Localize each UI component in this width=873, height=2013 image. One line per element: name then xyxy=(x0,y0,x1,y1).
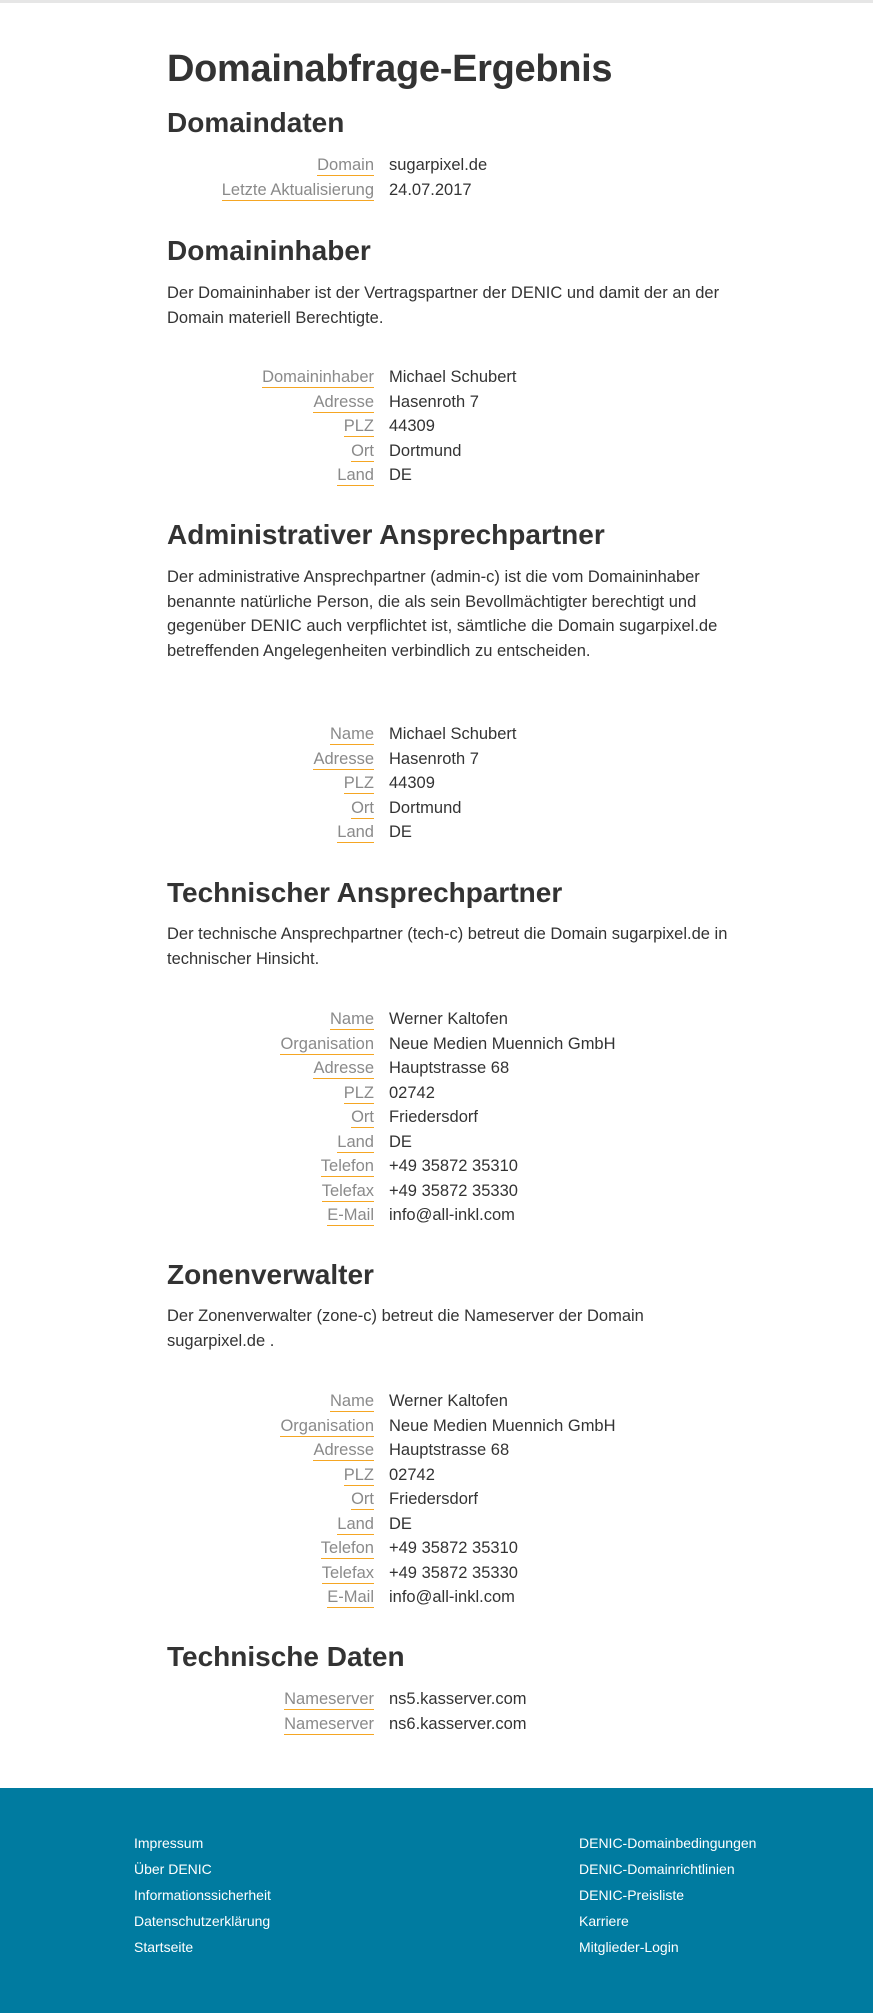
heading-tech-c: Technischer Ansprechpartner xyxy=(167,877,563,908)
footer-link-karriere[interactable]: Karriere xyxy=(579,1913,629,1929)
kv-row xyxy=(167,796,727,821)
footer-link-domainrichtlinien[interactable]: DENIC-Domainrichtlinien xyxy=(579,1861,735,1877)
field-label: Ort xyxy=(351,796,374,819)
kv-row xyxy=(167,1389,727,1414)
kv-row xyxy=(167,1179,727,1204)
field-label: Ort xyxy=(351,439,374,462)
field-value: Dortmund xyxy=(389,798,462,817)
field-value: 24.07.2017 xyxy=(389,180,472,199)
field-value: 02742 xyxy=(389,1465,435,1484)
footer-link-domainbedingungen[interactable]: DENIC-Domainbedingungen xyxy=(579,1835,757,1851)
heading-technische-daten: Technische Daten xyxy=(167,1641,405,1672)
field-label: Telefon xyxy=(321,1154,374,1177)
field-value: +49 35872 35330 xyxy=(389,1563,518,1582)
field-value: DE xyxy=(389,1132,412,1151)
intro-admin-c: Der administrative Ansprechpartner (admin-c) ist die vom Domaininhaber benannte natürliche Person, die als sein Bevollmächtigter berechtigt und gegenüber DENIC auch verpflichtet ist, sämtliche die Domain sugarpixel.de betreffenden Angelegenheiten verbindlich zu entscheiden. xyxy=(167,568,718,660)
kv-row xyxy=(167,1414,727,1439)
heading-zone-c: Zonenverwalter xyxy=(167,1259,374,1290)
footer-link-impressum[interactable]: Impressum xyxy=(134,1835,204,1851)
kv-row xyxy=(167,1007,727,1032)
kv-row xyxy=(167,1712,727,1737)
field-label: Adresse xyxy=(313,747,374,770)
kv-row xyxy=(167,1536,727,1561)
field-label: Land xyxy=(337,1130,374,1153)
footer xyxy=(0,1788,873,2013)
field-label: PLZ xyxy=(344,1081,374,1104)
kv-row xyxy=(167,1056,727,1081)
field-value: +49 35872 35310 xyxy=(389,1157,518,1175)
top-divider xyxy=(0,0,873,3)
field-value: Friedersdorf xyxy=(389,1490,478,1508)
field-value: Michael Schubert xyxy=(389,725,517,743)
kv-row xyxy=(167,1154,727,1179)
field-label: Letzte Aktualisierung xyxy=(222,178,374,201)
kv-row xyxy=(167,1203,727,1228)
field-label: Domain xyxy=(317,153,374,176)
footer-right-links xyxy=(579,1830,756,1960)
kv-row xyxy=(167,1585,727,1610)
field-value: DE xyxy=(389,823,412,841)
kv-row xyxy=(167,820,727,845)
field-value: Michael Schubert xyxy=(389,368,517,386)
kv-row xyxy=(167,390,727,415)
page-title: Domainabfrage-Ergebnis xyxy=(167,48,613,90)
kv-row xyxy=(167,1105,727,1130)
heading-admin-c: Administrativer Ansprechpartner xyxy=(167,519,605,550)
field-label: E-Mail xyxy=(327,1585,374,1608)
field-value: 44309 xyxy=(389,417,435,435)
intro-domaininhaber: Der Domaininhaber ist der Vertragspartner der DENIC und damit der an der Domain materiell Berechtigte. xyxy=(167,284,720,327)
field-label: Nameserver xyxy=(284,1712,374,1735)
footer-link-ueber-denic[interactable]: Über DENIC xyxy=(134,1861,212,1877)
field-value: Werner Kaltofen xyxy=(389,1010,508,1028)
field-label: Organisation xyxy=(280,1032,374,1055)
kv-zone-c xyxy=(167,1389,727,1610)
kv-row xyxy=(167,1512,727,1537)
footer-link-preisliste[interactable]: DENIC-Preisliste xyxy=(579,1887,685,1903)
field-value: 44309 xyxy=(389,774,435,792)
footer-link-informationssicherheit[interactable]: Informationssicherheit xyxy=(134,1887,271,1903)
field-value: Friedersdorf xyxy=(389,1108,478,1126)
kv-admin-c xyxy=(167,722,727,845)
field-label: Name xyxy=(330,1389,374,1412)
field-value: DE xyxy=(389,466,412,484)
field-value: Neue Medien Muennich GmbH xyxy=(389,1416,616,1435)
field-label: Telefax xyxy=(322,1561,374,1584)
kv-row xyxy=(167,1487,727,1512)
kv-row xyxy=(167,414,727,439)
kv-row xyxy=(167,1561,727,1586)
kv-domaininhaber xyxy=(167,365,727,488)
kv-row xyxy=(167,1687,727,1712)
footer-link-datenschutzerklaerung[interactable]: Datenschutzerklärung xyxy=(134,1913,271,1929)
field-label: Adresse xyxy=(313,390,374,413)
kv-row xyxy=(167,1032,727,1057)
kv-row xyxy=(167,463,727,488)
kv-row xyxy=(167,1130,727,1155)
field-value: +49 35872 35330 xyxy=(389,1181,518,1200)
field-value: Neue Medien Muennich GmbH xyxy=(389,1034,616,1053)
heading-domaininhaber: Domaininhaber xyxy=(167,235,371,266)
field-value: Hasenroth 7 xyxy=(389,749,479,768)
intro-zone-c: Der Zonenverwalter (zone-c) betreut die Nameserver der Domain sugarpixel.de . xyxy=(167,1307,644,1350)
field-label: Land xyxy=(337,820,374,843)
field-value: sugarpixel.de xyxy=(389,156,488,174)
kv-technische-daten xyxy=(167,1687,727,1736)
kv-row xyxy=(167,178,727,203)
kv-row xyxy=(167,439,727,464)
field-label: Telefon xyxy=(321,1536,374,1559)
field-label: Adresse xyxy=(313,1056,374,1079)
field-label: Adresse xyxy=(313,1438,374,1461)
kv-row xyxy=(167,1463,727,1488)
field-value: ns5.kasserver.com xyxy=(389,1690,527,1708)
field-value: DE xyxy=(389,1514,412,1533)
kv-tech-c xyxy=(167,1007,727,1228)
field-label: PLZ xyxy=(344,771,374,794)
footer-link-startseite[interactable]: Startseite xyxy=(134,1939,194,1955)
kv-row xyxy=(167,153,727,178)
field-label: Name xyxy=(330,722,374,745)
field-label: Nameserver xyxy=(284,1687,374,1710)
field-label: Land xyxy=(337,463,374,486)
field-value: Werner Kaltofen xyxy=(389,1392,508,1410)
footer-left-links xyxy=(134,1830,271,1960)
heading-domaindaten: Domaindaten xyxy=(167,107,345,138)
footer-link-mitglieder-login[interactable]: Mitglieder-Login xyxy=(579,1939,679,1955)
field-value: ns6.kasserver.com xyxy=(389,1714,527,1733)
field-value: Hauptstrasse 68 xyxy=(389,1059,510,1077)
kv-row xyxy=(167,365,727,390)
field-value: Dortmund xyxy=(389,441,462,460)
field-label: PLZ xyxy=(344,414,374,437)
field-label: PLZ xyxy=(344,1463,374,1486)
field-value: info@all-inkl.com xyxy=(389,1206,515,1224)
field-value: Hauptstrasse 68 xyxy=(389,1441,510,1459)
intro-tech-c: Der technische Ansprechpartner (tech-c) betreut die Domain sugarpixel.de in technischer Hinsicht. xyxy=(167,925,728,968)
kv-row xyxy=(167,747,727,772)
field-label: E-Mail xyxy=(327,1203,374,1226)
kv-row xyxy=(167,771,727,796)
field-value: 02742 xyxy=(389,1083,435,1102)
field-value: +49 35872 35310 xyxy=(389,1539,518,1557)
field-label: Organisation xyxy=(280,1414,374,1437)
field-value: info@all-inkl.com xyxy=(389,1588,515,1606)
kv-domaindaten xyxy=(167,153,727,202)
field-label: Land xyxy=(337,1512,374,1535)
kv-row xyxy=(167,1438,727,1463)
field-value: Hasenroth 7 xyxy=(389,392,479,411)
field-label: Ort xyxy=(351,1487,374,1510)
field-label: Domaininhaber xyxy=(262,365,374,388)
field-label: Name xyxy=(330,1007,374,1030)
field-label: Telefax xyxy=(322,1179,374,1202)
field-label: Ort xyxy=(351,1105,374,1128)
kv-row xyxy=(167,722,727,747)
kv-row xyxy=(167,1081,727,1106)
